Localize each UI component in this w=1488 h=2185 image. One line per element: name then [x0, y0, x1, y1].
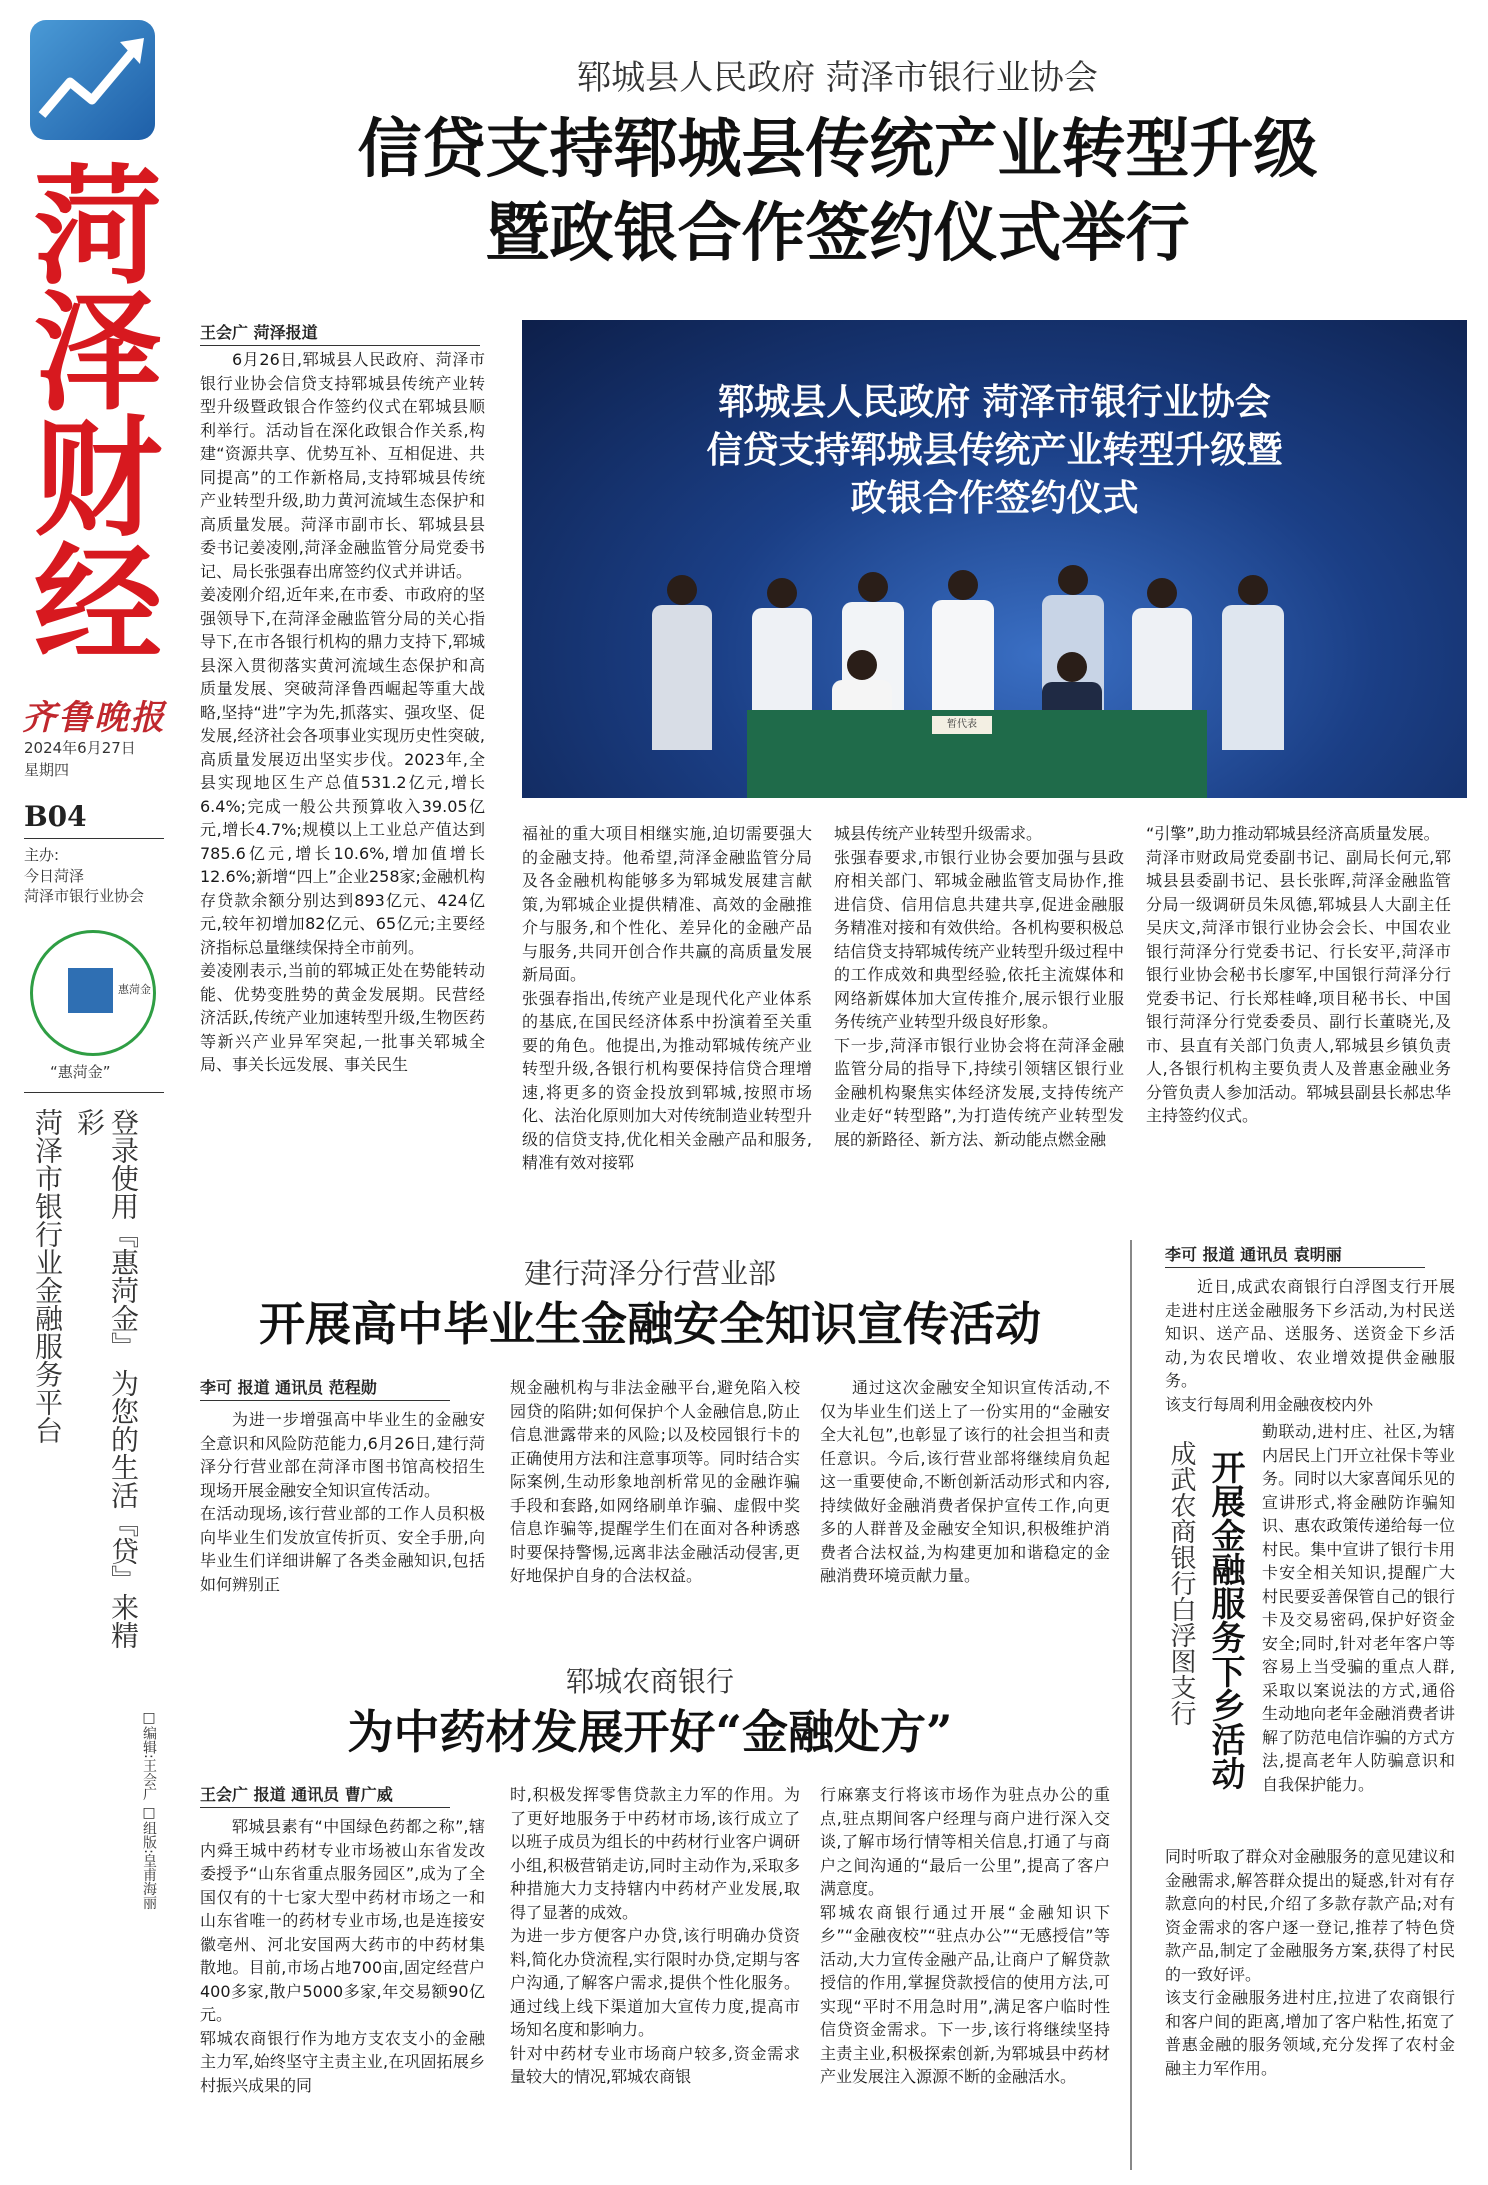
photo-banner-line-2: 信贷支持郓城县传统产业转型升级暨: [706, 430, 1283, 471]
article4-vertical-kicker: 成武农商银行白浮图支行: [1166, 1440, 1196, 1726]
qr-center-icon: [68, 968, 113, 1013]
photo-signer-2: [1042, 652, 1102, 710]
photo-person-7: [1222, 575, 1284, 750]
issue-date: 2024年6月27日: [24, 739, 136, 757]
article3-column-2: 时,积极发挥零售贷款主力军的作用。为了更好地服务于中药材市场,该行成立了以班子成员为组长的中药材行业客户调研小组,积极营销走访,同时主动作为,采取多种措施大力支持辖内中药材产业发展,取得了显著的成效。 为进一步方便客户办贷,该行明确办贷资料,简化办贷流程,实行限时办贷,定期与客户沟通,了解客户需求,提供个性化服务。通过线上线下渠道加大宣传力度,提高市场知名度和影响力。 针对中药材专业市场商户较多,资金需求量较大的情况,郓城农商银: [510, 1785, 800, 2086]
article1-headline-1: 信贷支持郓城县传统产业转型升级: [357, 112, 1318, 187]
article2-headline: 开展高中毕业生金融安全知识宣传活动: [259, 1297, 1041, 1351]
page-number: B04: [24, 800, 87, 833]
signing-ceremony-photo: [522, 320, 1467, 798]
article1-byline: 王会广 菏泽报道: [200, 320, 480, 346]
host-label: 主办:: [24, 846, 60, 864]
article2-kicker: 建行菏泽分行营业部: [523, 1257, 776, 1290]
photo-person-1: [652, 575, 712, 750]
issue-weekday: 星期四: [24, 761, 70, 779]
article1-column-3: 城县传统产业转型升级需求。 张强春要求,市银行业协会要加强与县政府相关部门、郓城金融监管支局协作,推进信贷、信用信息共建共享,促进金融服务精准对接和有效供给。各机构要积极总结信贷支持郓城传统产业转型升级过程中的工作成效和典型经验,依托主流媒体和网络新媒体加大宣传推介,展示银行业服务传统产业转型升级良好形象。 下一步,菏泽市银行业协会将在菏泽金融监管分局的指导下,持续引领辖区银行业金融机构聚焦实体经济发展,支持传统产业走好“转型路”,为打造传统产业转型发展的新路径、新方法、新动能点燃金融: [834, 824, 1124, 1149]
article3-headline: 为中药材发展开好“金融处方”: [347, 1705, 953, 1759]
article2-byline: 李可 报道 通讯员 范程勋: [200, 1375, 450, 1401]
host-2: 菏泽市银行业协会: [24, 887, 145, 905]
article4-top: 近日,成武农商银行白浮图支行开展走进村庄送金融服务下乡活动,为村民送知识、送产品、送服务、送资金下乡活动,为农民增收、农业增效提供金融服务。 该支行每周利用金融夜校内外: [1165, 1277, 1455, 1414]
column-divider: [1130, 1240, 1132, 2170]
photo-banner-line-1: 郓城县人民政府 菏泽市银行业协会: [718, 382, 1271, 423]
article3-byline: 王会广 报道 通讯员 曹广威: [200, 1782, 450, 1808]
article2-column-3: 通过这次金融安全知识宣传活动,不仅为毕业生们送上了一份实用的“金融安全大礼包”,也彰显了该行的社会担当和责任意识。今后,该行营业部将继续肩负起这一重要使命,不断创新活动形式和内容,持续做好金融消费者保护宣传工作,向更多的人群普及金融安全知识,积极维护消费者合法权益,为构建更加和谐稳定的金融消费环境贡献力量。: [820, 1378, 1110, 1585]
growth-chart-logo-icon: [30, 20, 155, 140]
slogan-platform: 菏泽市银行业金融服务平台: [31, 1108, 64, 1444]
article1-kicker: 郓城县人民政府 菏泽市银行业协会: [577, 58, 1098, 98]
masthead-title: 菏泽财经: [33, 153, 162, 680]
qr-label: 惠菏金: [118, 983, 151, 996]
article3-column-3: 行麻寨支行将该市场作为驻点办公的重点,驻点期间客户经理与商户进行深入交谈,了解市场行情等相关信息,打通了与商户之间沟通的“最后一公里”,提高了客户满意度。 郓城农商银行通过开展“金融知识下乡”“金融夜校”“驻点办公”“无感授信”等活动,大力宣传金融产品,让商户了解贷款授信的作用,掌握贷款授信的使用方法,可实现“平时不用急时用”,满足客户临时性信贷资金需求。下一步,该行将继续坚持主责主业,积极探索创新,为郓城县中药材产业发展注入源源不断的金融活水。: [820, 1785, 1110, 2086]
table-nameplate: 暂代表: [932, 716, 992, 734]
qr-caption: “惠菏金”: [50, 1063, 111, 1081]
slogan-login: 登录使用『惠菏金』 为您的生活『贷』来精彩: [73, 1108, 140, 1649]
host-1: 今日菏泽: [24, 867, 85, 885]
article4-vertical-headline: 开展金融服务下乡活动: [1205, 1450, 1245, 1790]
article4-byline: 李可 报道 通讯员 袁明丽: [1165, 1242, 1425, 1268]
article1-column-2: 福祉的重大项目相继实施,迫切需要强大的金融支持。他希望,菏泽金融监管分局及各金融机构能够多为郓城发展建言献策,为郓城企业提供精准、高效的金融推介与服务,和个性化、差异化的金融产品与服务,共同开创合作共赢的高质量发展新局面。 张强春指出,传统产业是现代化产业体系的基底,在国民经济体系中扮演着至关重要的角色。他提出,为推动郓城传统产业转型升级,各银行机构要保持信贷合理增速,将更多的资金投放到郓城,按照市场化、法治化原则加大对传统制造业转型升级的信贷支持,优化相关金融产品和服务,精准有效对接郓: [522, 824, 812, 1172]
editors-credit: □编辑:王会广 □组版:皇甫海丽: [141, 1710, 157, 1910]
photo-signer-1: [832, 650, 892, 710]
article4-middle: 勤联动,进村庄、社区,为辖内居民上门开立社保卡等业务。同时以大家喜闻乐见的宣讲形式,将金融防诈骗知识、惠农政策传递给每一位村民。集中宣讲了银行卡用卡安全相关知识,提醒广大村民要妥善保管自己的银行卡及交易密码,保护好资金安全;同时,针对老年客户等容易上当受骗的重点人群,采取以案说法的方式,通俗生动地向老年金融消费者讲解了防范电信诈骗的方式方法,提高老年人防骗意识和自我保护能力。: [1262, 1422, 1455, 1794]
article2-column-2: 规金融机构与非法金融平台,避免陷入校园贷的陷阱;如何保护个人金融信息,防止信息泄露带来的风险;以及校园银行卡的正确使用方法和注意事项等。同时结合实际案例,生动形象地剖析常见的金融诈骗手段和套路,如网络刷单诈骗、虚假中奖信息诈骗等,提醒学生们在面对各种诱惑时要保持警惕,远离非法金融活动侵害,更好地保护自身的合法权益。: [510, 1378, 800, 1585]
article2-column-1: 为进一步增强高中毕业生的金融安全意识和风险防范能力,6月26日,建行菏泽分行营业部在菏泽市图书馆高校招生现场开展金融安全知识宣传活动。 在活动现场,该行营业部的工作人员积极向毕业生们发放宣传折页、安全手册,向毕业生们详细讲解了各类金融知识,包括如何辨别正: [200, 1410, 485, 1594]
article1-column-1: 6月26日,郓城县人民政府、菏泽市银行业协会信贷支持郓城县传统产业转型升级暨政银合作签约仪式在郓城县顺利举行。活动旨在深化政银合作关系,构建“资源共享、优势互补、互相促进、共同提高”的工作新格局,支持郓城县传统产业转型升级,助力黄河流域生态保护和高质量发展。菏泽市副市长、郓城县县委书记姜凌刚,菏泽金融监管分局党委书记、局长张强春出席签约仪式并讲话。 姜凌刚介绍,近年来,在市委、市政府的坚强领导下,在菏泽金融监管分局的关心指导下,在市各银行机构的鼎力支持下,郓城县深入贯彻落实黄河流域生态保护和高质量发展、突破菏泽鲁西崛起等重大战略,坚持“进”字为先,抓落实、强攻坚、促发展,经济社会各项事业实现历史性突破,高质量发展迈出坚实步伐。2023年,全县实现地区生产总值531.2亿元,增长6.4%;完成一般公共预算收入39.05亿元,增长4.7%;规模以上工业总产值达到785.6亿元,增长10.6%,增加值增长12.6%;新增“四上”企业258家;金融机构存贷款余额分别达到893亿元、424亿元,较年初增加82亿元、65亿元;主要经济指标总量继续保持全市前列。 姜凌刚表示,当前的郓城正处在势能转动能、优势变胜势的黄金发展期。民营经济活跃,传统产业加速转型升级,生物医药等新兴产业异军突起,一批事关郓城全局、事关长远发展、事关民生: [200, 350, 485, 1074]
photo-banner-line-3: 政银合作签约仪式: [850, 478, 1139, 519]
article3-kicker: 郓城农商银行: [565, 1665, 734, 1698]
article4-bottom: 同时听取了群众对金融服务的意见建议和金融需求,解答群众提出的疑惑,针对有存款意向的村民,介绍了多款存款产品;对有资金需求的客户逐一登记,推荐了特色贷款产品,制定了金融服务方案,获得了村民的一致好评。 该支行金融服务进村庄,拉进了农商银行和客户间的距离,增加了客户粘性,拓宽了普惠金融的服务领域,充分发挥了农村金融主力军作用。: [1165, 1847, 1455, 2078]
sidebar-divider-2: [24, 1092, 164, 1093]
masthead-sidebar: [0, 0, 190, 2185]
article1-column-4: “引擎”,助力推动郓城县经济高质量发展。 菏泽市财政局党委副书记、副局长何元,郓城县县委副书记、县长张晖,菏泽金融监管分局一级调研员朱凤德,郓城县人大副主任吴庆文,菏泽市银行业协会会长、中国农业银行菏泽分行党委书记、行长安平,菏泽市银行业协会秘书长廖军,中国银行菏泽分行党委书记、行长郑桂峰,项目秘书长、中国银行菏泽分行党委委员、副行长董晓光,及市、县直有关部门负责人,郓城县乡镇负责人,各银行机构主要负责人及普惠金融业务分管负责人参加活动。郓城县副县长郝忠华主持签约仪式。: [1146, 824, 1451, 1125]
article3-column-1: 郓城县素有“中国绿色药都之称”,辖内舜王城中药材专业市场被山东省发改委授予“山东省重点服务园区”,成为了全国仅有的十七家大型中药材市场之一和山东省唯一的药材专业市场,也是连接安徽亳州、河北安国两大药市的中药材集散地。目前,市场占地700亩,固定经营户400多家,散户5000多家,年交易额90亿元。 郓城农商银行作为地方支农支小的金融主力军,始终坚守主责主业,在巩固拓展乡村振兴成果的同: [200, 1817, 485, 2095]
article1-headline-2: 暨政银合作签约仪式举行: [485, 196, 1190, 271]
publication-name: 齐鲁晚报: [22, 698, 166, 738]
sidebar-divider: [24, 838, 164, 839]
